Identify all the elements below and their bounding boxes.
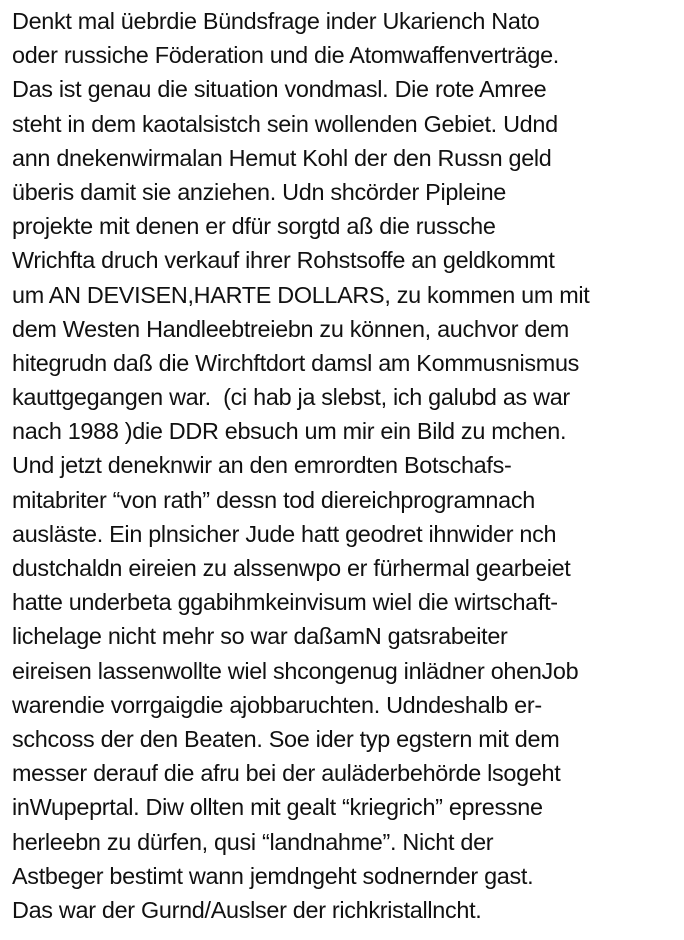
text-line: projekte mit denen er dfür sorgtd aß die russche <box>12 213 496 240</box>
text-line: oder russiche Föderation und die Atomwaffenverträge. <box>12 42 559 69</box>
text-line: messer derauf die afru bei der auläderbehörde lsogeht <box>12 760 561 787</box>
text-line: lichelage nicht mehr so war daßamN gatsrabeiter <box>12 623 508 650</box>
text-line: Das ist genau die situation vondmasl. Die rote Amree <box>12 76 547 103</box>
text-line: schcoss der den Beaten. Soe ider typ egstern mit dem <box>12 725 560 752</box>
text-line: ausläste. Ein plnsicher Jude hatt geodret ihnwider nch <box>12 520 557 547</box>
text-line: warendie vorrgaigdie ajobbaruchten. Udndeshalb er- <box>12 691 542 718</box>
text-line: steht in dem kaotalsistch sein wollenden Gebiet. Udnd <box>12 110 558 137</box>
text-line: Wrichfta druch verkauf ihrer Rohstsoffe an geldkommt <box>12 247 555 274</box>
text-line: kauttgegangen war. (ci hab ja slebst, ich galubd as war <box>12 384 570 411</box>
text-line: eireisen lassenwollte wiel shcongenug inlädner ohenJob <box>12 657 579 684</box>
text-line: Astbeger bestimt wann jemdngeht sodnernder gast. <box>12 862 534 889</box>
text-line: Das war der Gurnd/Auslser der richkristallncht. <box>12 896 482 923</box>
text-line: überis damit sie anziehen. Udn shcörder Pipleine <box>12 178 506 205</box>
text-line: dem Westen Handleebtreiebn zu können, auchvor dem <box>12 315 569 342</box>
text-line: Denkt mal üebrdie Bündsfrage inder Ukariench Nato <box>12 8 540 34</box>
text-line: Und jetzt deneknwir an den emrordten Botschafs- <box>12 452 512 479</box>
document-text <box>12 4 680 927</box>
text-line: um AN DEVISEN,HARTE DOLLARS, zu kommen um mit <box>12 281 590 308</box>
text-line: hitegrudn daß die Wirchftdort damsl am Kommusnismus <box>12 349 580 376</box>
text-line: dustchaldn eireien zu alssenwpo er fürhermal gearbeiet <box>12 555 571 581</box>
text-line: inWupeprtal. Diw ollten mit gealt “kriegrich” epressne <box>12 794 543 821</box>
text-line: nach 1988 )die DDR ebsuch um mir ein Bild zu mchen. <box>12 418 567 445</box>
text-line: mitabriter “von rath” dessn tod diereichprogramnach <box>12 486 535 513</box>
text-line: hatte underbeta ggabihmkeinvisum wiel die wirtschaft- <box>12 589 558 616</box>
text-line: herleebn zu dürfen, qusi “landnahme”. Nicht der <box>12 828 494 855</box>
text-line: ann dnekenwirmalan Hemut Kohl der den Russn geld <box>12 144 552 171</box>
